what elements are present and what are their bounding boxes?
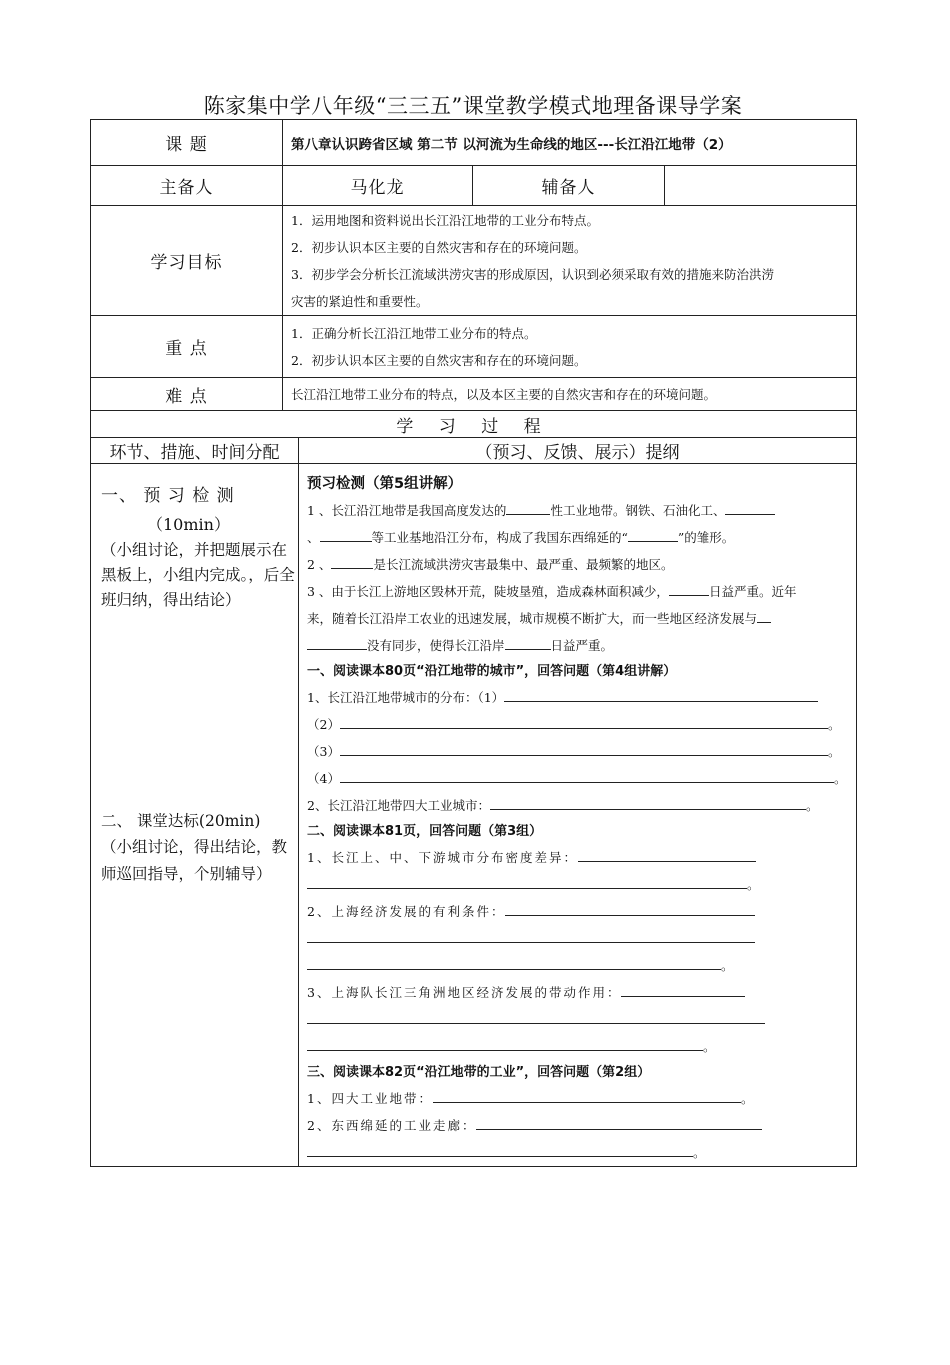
s1-q1-3 xyxy=(307,738,848,765)
q-text: 2 、 xyxy=(307,557,332,572)
step2-note: （小组讨论，得出结论，教师巡回指导，个别辅导） xyxy=(101,838,288,883)
preview-q1-line1 xyxy=(307,497,848,524)
answer-blank[interactable] xyxy=(757,608,771,623)
s2-q2-cont1 xyxy=(307,925,848,952)
answer-blank[interactable] xyxy=(433,1088,741,1103)
preview-check-title: 预习检测（第5组讲解） xyxy=(307,476,463,492)
q-text: 3、上海队长江三角洲地区经济发展的带动作用： xyxy=(307,985,622,1000)
s2-q3-cont2 xyxy=(307,1033,848,1060)
answer-blank[interactable] xyxy=(320,527,372,542)
q-text: 2、东西绵延的工业走廊： xyxy=(307,1118,477,1133)
s2-q2 xyxy=(307,898,848,925)
objectives-label: 学习目标 xyxy=(91,206,283,316)
q-text: 日益严重。近年 xyxy=(708,584,797,599)
objective-item: 2．初步认识本区主要的自然灾害和存在的环境问题。 xyxy=(291,239,587,255)
q-text: 。 xyxy=(721,958,734,973)
s1-q1 xyxy=(307,684,848,711)
answer-blank[interactable] xyxy=(307,1009,765,1024)
q-text: 。 xyxy=(805,798,819,813)
q-text: 1、四大工业地带： xyxy=(307,1091,433,1106)
answer-blank[interactable] xyxy=(621,982,745,997)
q-text: 日益严重。 xyxy=(550,638,614,653)
section3-title: 三、阅读课本82页“沿江地带的工业”，回答问题（第2组） xyxy=(307,1065,651,1080)
objective-item: 3．初步学会分析长江流域洪涝灾害的形成原因，认识到必须采取有效的措施来防治洪涝 xyxy=(291,266,774,282)
answer-blank[interactable] xyxy=(307,928,755,943)
step1-title: 一、 预 习 检 测 xyxy=(101,486,235,506)
answer-blank[interactable] xyxy=(578,847,756,862)
q-text: 。 xyxy=(747,877,760,892)
answer-blank[interactable] xyxy=(307,955,721,970)
q-text: 2、上海经济发展的有利条件： xyxy=(307,904,506,919)
outline-cell xyxy=(299,464,857,1167)
answer-blank[interactable] xyxy=(506,500,550,515)
answer-blank[interactable] xyxy=(505,901,755,916)
step1-time: （10min） xyxy=(147,515,230,534)
answer-blank[interactable] xyxy=(340,741,828,756)
s2-q3-cont1 xyxy=(307,1006,848,1033)
lesson-plan-table xyxy=(90,119,857,1167)
left-column-header: 环节、措施、时间分配 xyxy=(91,438,299,464)
difficulties-label: 难 点 xyxy=(91,378,283,411)
answer-blank[interactable] xyxy=(490,795,806,810)
q-text: 是长江流域洪涝灾害最集中、最严重、最频繁的地区。 xyxy=(373,557,674,572)
assist-preparer-value xyxy=(665,166,857,206)
q-text: 没有同步，使得长江沿岸 xyxy=(367,638,505,653)
preview-q2 xyxy=(307,551,848,578)
s1-q2 xyxy=(307,792,848,819)
section1-title: 一、阅读课本80页“沿江地带的城市”，回答问题（第4组讲解） xyxy=(307,664,677,679)
key-points-content xyxy=(283,316,857,378)
s3-q1 xyxy=(307,1085,848,1112)
q-text: 性工业地带。钢铁、石油化工、 xyxy=(550,503,726,518)
main-preparer-label: 主备人 xyxy=(91,166,283,206)
key-point-item: 2．初步认识本区主要的自然灾害和存在的环境问题。 xyxy=(291,352,587,368)
step2-title: 二、 课堂达标(20min) xyxy=(101,812,261,830)
step1-note: （小组讨论，并把题展示在黑板上，小组内完成。，后全班归纳，得出结论） xyxy=(101,541,295,609)
answer-blank[interactable] xyxy=(331,554,373,569)
s2-q3 xyxy=(307,979,848,1006)
key-points-label: 重 点 xyxy=(91,316,283,378)
answer-blank[interactable] xyxy=(307,635,367,650)
answer-blank[interactable] xyxy=(628,527,678,542)
answer-blank[interactable] xyxy=(505,635,551,650)
difficulties-content: 长江沿江地带工业分布的特点，以及本区主要的自然灾害和存在的环境问题。 xyxy=(283,378,857,411)
s2-q2-cont2 xyxy=(307,952,848,979)
preview-q3-line1 xyxy=(307,578,848,605)
q-text: 。 xyxy=(827,717,841,732)
q-text: 。 xyxy=(693,1145,706,1160)
q-text: （2） xyxy=(307,717,340,732)
answer-blank[interactable] xyxy=(669,581,709,596)
document-title: 陈家集中学八年级“三三五”课堂教学模式地理备课导学案 xyxy=(203,94,743,118)
q-text: （3） xyxy=(307,744,340,759)
q-text: 。 xyxy=(833,771,847,786)
s2-q1 xyxy=(307,844,848,871)
s3-q2 xyxy=(307,1112,848,1139)
q-text: （4） xyxy=(307,771,340,786)
objective-item: 1．运用地图和资料说出长江沿江地带的工业分布特点。 xyxy=(291,212,599,228)
q-text: 。 xyxy=(827,744,841,759)
topic-label: 课 题 xyxy=(91,120,283,166)
s2-q1-cont xyxy=(307,871,848,898)
s3-q2-cont xyxy=(307,1139,848,1166)
s1-q1-4 xyxy=(307,765,848,792)
q-text: 等工业基地沿江分布，构成了我国东西绵延的“ xyxy=(371,530,628,545)
objectives-content xyxy=(283,206,857,316)
q-text: 1、长江沿江地带城市的分布：（1） xyxy=(307,690,505,705)
objective-item: 灾害的紧迫性和重要性。 xyxy=(291,293,429,309)
q-text: 来，随着长江沿岸工农业的迅速发展，城市规模不断扩大，而一些地区经济发展与 xyxy=(307,611,758,626)
preview-q3-line2 xyxy=(307,605,848,632)
right-column-header: （预习、反馈、展示）提纲 xyxy=(299,438,857,464)
answer-blank[interactable] xyxy=(340,768,834,783)
q-text: ”的雏形。 xyxy=(677,530,735,545)
preview-q3-line3 xyxy=(307,632,848,659)
section2-title: 二、阅读课本81页，回答问题（第3组） xyxy=(307,824,543,839)
process-steps-cell xyxy=(91,464,299,1167)
answer-blank[interactable] xyxy=(307,874,747,889)
q-text: 。 xyxy=(703,1039,716,1054)
q-text: 、 xyxy=(307,530,320,545)
assist-preparer-label: 辅备人 xyxy=(473,166,665,206)
answer-blank[interactable] xyxy=(340,714,828,729)
process-banner: 学 习 过 程 xyxy=(91,411,857,438)
answer-blank[interactable] xyxy=(307,1036,703,1051)
answer-blank[interactable] xyxy=(307,1142,693,1157)
q-text: 1 、长江沿江地带是我国高度发达的 xyxy=(307,503,507,518)
preview-q1-line2 xyxy=(307,524,848,551)
answer-blank[interactable] xyxy=(725,500,775,515)
key-point-item: 1．正确分析长江沿江地带工业分布的特点。 xyxy=(291,325,537,341)
answer-blank[interactable] xyxy=(476,1115,762,1130)
q-text: 3 、由于长江上游地区毁林开荒，陡坡垦殖，造成森林面积减少， xyxy=(307,584,669,599)
topic-value: 第八章认识跨省区域 第二节 以河流为生命线的地区---长江沿江地带（2） xyxy=(283,120,857,166)
q-text: 1、长江上、中、下游城市分布密度差异： xyxy=(307,850,578,865)
q-text: 2、长江沿江地带四大工业城市： xyxy=(307,798,490,813)
q-text: 。 xyxy=(740,1091,756,1106)
main-preparer-value: 马化龙 xyxy=(283,166,473,206)
answer-blank[interactable] xyxy=(504,687,818,702)
s1-q1-2 xyxy=(307,711,848,738)
